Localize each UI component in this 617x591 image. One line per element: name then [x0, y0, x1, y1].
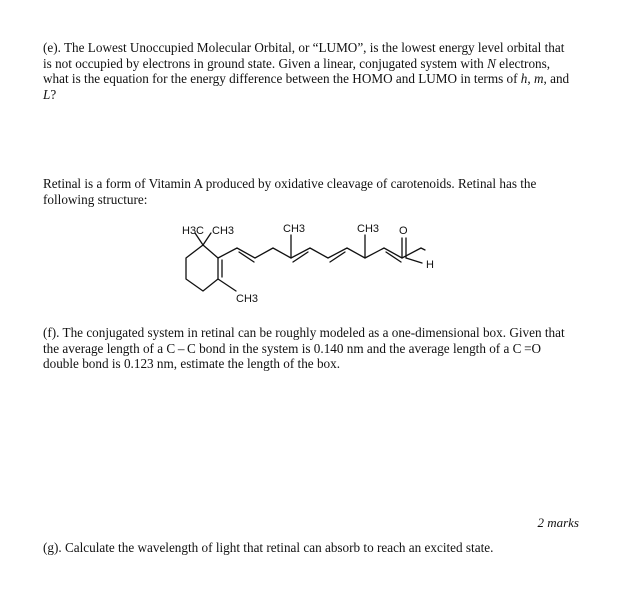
retinal-structure — [170, 218, 460, 318]
variable-h: h — [520, 71, 528, 86]
question-e-suffix: ? — [50, 86, 57, 102]
ch3-chain-label-1: CH3 — [283, 223, 306, 235]
question-g: (g). Calculate the wavelength of light that retinal can absorb to reach an excited state. — [43, 540, 494, 555]
question-e — [43, 40, 573, 102]
ch3-gem-label: CH3 — [212, 225, 235, 237]
question-e-mid: electrons, what is the equation for the energy difference between the HOMO and LUMO in terms of — [43, 55, 551, 86]
separator: , — [527, 71, 534, 86]
question-e-prefix: (e). The Lowest Unoccupied Molecular Orbital, or “LUMO”, is the lowest energy level orbital that is not occupied by electrons in ground state. Given a linear, conjugated system with — [43, 40, 565, 71]
oxygen-label: O — [399, 225, 408, 237]
gem-methyl-bond-right — [203, 233, 211, 245]
variable-l: L — [43, 86, 51, 102]
question-f: (f). The conjugated system in retinal can be roughly modeled as a one-dimensional box. Given that the average length of a C – C bond in the system is 0.140 nm and the average length of a C =O double bond is 0.123 nm, estimate the length of the box. — [43, 325, 565, 371]
variable-n: N — [487, 55, 496, 71]
retinal-intro: Retinal is a form of Vitamin A produced by oxidative cleavage of carotenoids. Retinal has the following structure: — [43, 176, 537, 207]
aldehyde-h-bond — [406, 258, 422, 263]
h3c-label: H3C — [182, 225, 205, 237]
ch3-ring-label: CH3 — [236, 293, 259, 305]
separator: , and — [543, 71, 570, 86]
marks-label: 2 marks — [537, 515, 579, 530]
variable-m: m — [533, 71, 544, 86]
polyene-chain — [218, 248, 425, 258]
hydrogen-label: H — [426, 259, 434, 271]
ring-bonds — [186, 245, 218, 291]
ch3-chain-label-2: CH3 — [357, 223, 380, 235]
ring-methyl-bond — [218, 279, 236, 291]
